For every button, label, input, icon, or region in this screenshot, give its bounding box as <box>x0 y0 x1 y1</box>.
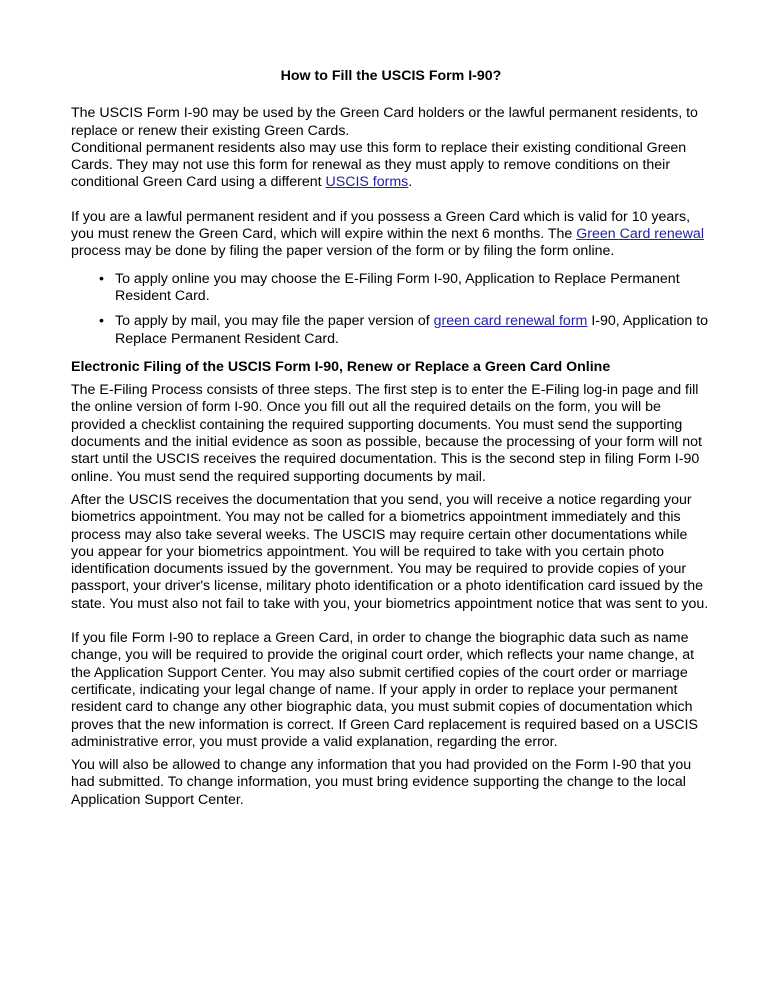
green-card-renewal-form-link[interactable]: green card renewal form <box>433 313 588 330</box>
green-card-renewal-link[interactable]: Green Card renewal <box>576 226 704 243</box>
application-methods-list <box>71 271 711 348</box>
intro-paragraph-2 <box>71 140 711 192</box>
section-heading: Electronic Filing of the USCIS Form I-90, Renew or Replace a Green Card Online <box>71 358 611 375</box>
renewal-text-end: process may be done by filing the paper version of the form or by filing the form online. <box>71 243 615 260</box>
document-page <box>71 68 711 809</box>
list-item-mail <box>99 313 711 348</box>
list-item-online-text: To apply online you may choose the E-Filing Form I-90, Application to Replace Permanent Resident Card. <box>115 270 680 304</box>
renewal-paragraph <box>71 209 711 261</box>
change-information-paragraph: You will also be allowed to change any information that you had provided on the Form I-90 that you had submitted. To change information, you must bring evidence supporting the change to the local Application Support Center. <box>71 757 692 808</box>
biometrics-paragraph: After the USCIS receives the documentation that you send, you will receive a notice regarding your biometrics appointment. You may not be called for a biometrics appointment immediately and this process may also take several weeks. The USCIS may require certain other documentations while you appear for your biometrics appointment. You will be required to take with you certain photo identification documents issued by the government. You may be required to provide copies of your passport, your driver's license, military photo identification or a photo identification card issued by the state. You must also not fail to take with you, your biometrics appointment notice that was sent to you. <box>71 491 709 612</box>
bullet-icon: • <box>99 313 104 330</box>
intro-paragraph-1: The USCIS Form I-90 may be used by the Green Card holders or the lawful permanent residents, to replace or renew their existing Green Cards. <box>71 105 698 139</box>
list-item-online <box>99 270 711 306</box>
renewal-text: If you are a lawful permanent resident and if you possess a Green Card which is valid for 10 years, you must renew the Green Card, which will expire within the next 6 months. The <box>71 208 691 243</box>
biographic-data-paragraph: If you file Form I-90 to replace a Green Card, in order to change the biographic data such as name change, you will be required to provide the original court order, which reflects your name change, at the Application Support Center. You may also submit certified copies of the court order or marriage certificate, indicating your legal change of name. If your apply in order to replace your permanent resident card to change any other biographic data, you must submit copies of documentation which proves that the new information is correct. If Green Card replacement is required based on a USCIS administrative error, you must provide a valid explanation, regarding the error. <box>71 630 698 750</box>
intro-p2-text: Conditional permanent residents also may use this form to replace their existing conditional Green Cards. They may not use this form for renewal as they must apply to remove conditions on their conditional Green Card using a different <box>71 139 687 191</box>
bullet-icon: • <box>99 270 104 287</box>
efiling-paragraph: The E-Filing Process consists of three steps. The first step is to enter the E-Filing log-in page and fill the online version of form I-90. Once you fill out all the required details on the form, you will be provided a checklist containing the required supporting documents. You must send the supporting documents and the initial evidence as soon as possible, because the processing of your form will not start until the USCIS receives the required documentation. This is the second step in filing Form I-90 online. You must send the required supporting documents by mail. <box>71 382 702 485</box>
intro-p2-end: . <box>408 174 413 191</box>
list-item-mail-text-end: I-90, Application to Replace Permanent Resident Card. <box>115 313 709 347</box>
list-item-mail-text: To apply by mail, you may file the paper version of <box>115 313 434 330</box>
uscis-forms-link[interactable]: USCIS forms <box>325 174 409 191</box>
page-title: How to Fill the USCIS Form I-90? <box>280 68 502 84</box>
